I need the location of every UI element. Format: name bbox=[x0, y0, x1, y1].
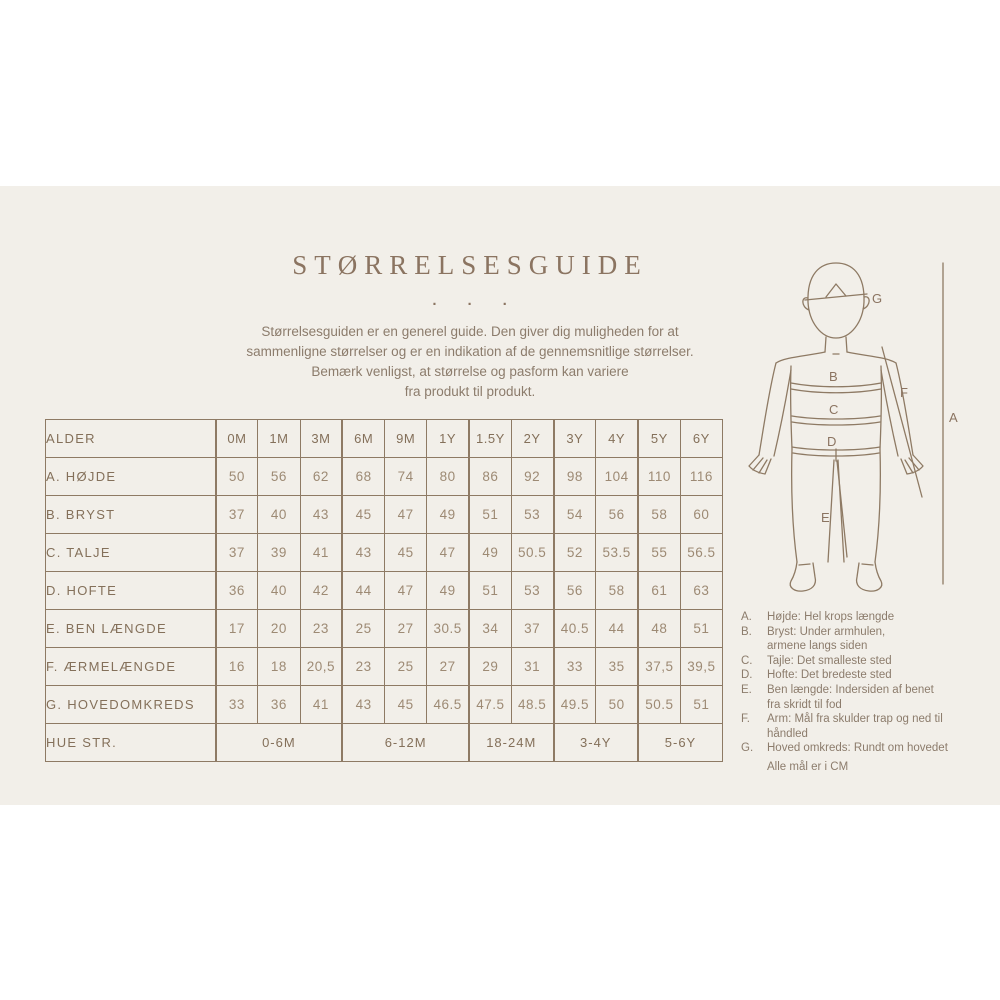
legend-text: Højde: Hel krops længde bbox=[767, 611, 895, 623]
size-value-cell: 20 bbox=[258, 610, 300, 648]
row-label-cell: HUE STR. bbox=[46, 724, 216, 762]
legend-key: F. bbox=[741, 713, 750, 726]
intro-text: Størrelsesguiden er en generel guide. Den giver dig muligheden for at sammenligne størrelser og er en indikation af de gennemsnitlige størrelser. Bemærk venligst, at størrelse og pasform kan variere fra produkt til produkt. bbox=[246, 324, 694, 399]
legend-text: Tajle: Det smalleste sted bbox=[767, 654, 892, 667]
size-value-cell: 60 bbox=[680, 496, 722, 534]
legend-key: C. bbox=[741, 654, 753, 667]
age-header-cell: 1M bbox=[258, 420, 300, 458]
measurements-unit-note: Alle mål er i CM bbox=[767, 761, 849, 773]
row-label-cell: D. HOFTE bbox=[46, 572, 216, 610]
size-value-cell: 41 bbox=[300, 534, 342, 572]
size-value-cell: 47 bbox=[385, 572, 427, 610]
size-value-cell: 44 bbox=[596, 610, 638, 648]
size-value-cell: 23 bbox=[300, 610, 342, 648]
size-value-cell: 47.5 bbox=[469, 686, 511, 724]
table-row bbox=[46, 534, 723, 572]
table-header-row bbox=[46, 420, 723, 458]
size-value-cell: 61 bbox=[638, 572, 680, 610]
size-value-cell: 50 bbox=[596, 686, 638, 724]
size-value-cell: 62 bbox=[300, 458, 342, 496]
legend-item bbox=[741, 625, 993, 654]
title-ornament-dots: · · · bbox=[432, 296, 521, 313]
row-label-cell: C. TALJE bbox=[46, 534, 216, 572]
size-value-cell: 39,5 bbox=[680, 648, 722, 686]
size-value-cell: 37,5 bbox=[638, 648, 680, 686]
figure-waist-band bbox=[792, 416, 880, 425]
figure-arm-measure-line bbox=[882, 347, 922, 497]
legend-key: G. bbox=[741, 742, 754, 755]
figure-chest-band bbox=[791, 383, 881, 393]
figure-hand-left bbox=[749, 455, 771, 474]
size-value-cell: 49 bbox=[469, 534, 511, 572]
size-value-cell: 25 bbox=[342, 610, 384, 648]
hue-group-cell: 5-6Y bbox=[638, 724, 723, 762]
figure-head bbox=[808, 263, 864, 338]
legend-text: Hofte: Det bredeste sted bbox=[767, 669, 892, 682]
size-value-cell: 20,5 bbox=[300, 648, 342, 686]
figure-legs bbox=[792, 449, 881, 562]
age-header-cell: 3Y bbox=[554, 420, 596, 458]
age-header-cell: 4Y bbox=[596, 420, 638, 458]
size-value-cell: 29 bbox=[469, 648, 511, 686]
size-value-cell: 104 bbox=[596, 458, 638, 496]
legend-item bbox=[741, 741, 993, 756]
size-value-cell: 53 bbox=[511, 572, 553, 610]
size-value-cell: 49.5 bbox=[554, 686, 596, 724]
age-header-cell: 0M bbox=[216, 420, 258, 458]
figure-arm-left bbox=[759, 363, 791, 456]
size-value-cell: 18 bbox=[258, 648, 300, 686]
size-value-cell: 43 bbox=[342, 686, 384, 724]
hue-group-cell: 18-24M bbox=[469, 724, 554, 762]
figure-foot-left bbox=[790, 562, 815, 591]
page-title: STØRRELSESGUIDE bbox=[292, 250, 648, 280]
row-label-cell: F. ÆRMELÆNGDE bbox=[46, 648, 216, 686]
size-value-cell: 49 bbox=[427, 572, 469, 610]
size-value-cell: 37 bbox=[511, 610, 553, 648]
legend-key: D. bbox=[741, 669, 753, 682]
figure-label-b: B bbox=[829, 369, 839, 384]
size-value-cell: 31 bbox=[511, 648, 553, 686]
legend-item bbox=[741, 668, 993, 683]
age-header-cell: 1Y bbox=[427, 420, 469, 458]
size-value-cell: 74 bbox=[385, 458, 427, 496]
size-value-cell: 52 bbox=[554, 534, 596, 572]
age-header-cell: 1.5Y bbox=[469, 420, 511, 458]
legend-key: B. bbox=[741, 625, 752, 638]
size-value-cell: 16 bbox=[216, 648, 258, 686]
size-value-cell: 92 bbox=[511, 458, 553, 496]
hue-group-cell: 3-4Y bbox=[554, 724, 639, 762]
size-value-cell: 53.5 bbox=[596, 534, 638, 572]
size-value-cell: 56.5 bbox=[680, 534, 722, 572]
size-value-cell: 58 bbox=[638, 496, 680, 534]
figure-label-d: D bbox=[827, 434, 838, 449]
size-value-cell: 39 bbox=[258, 534, 300, 572]
size-value-cell: 58 bbox=[596, 572, 638, 610]
size-value-cell: 48.5 bbox=[511, 686, 553, 724]
size-value-cell: 40 bbox=[258, 496, 300, 534]
size-value-cell: 49 bbox=[427, 496, 469, 534]
size-value-cell: 50.5 bbox=[638, 686, 680, 724]
size-value-cell: 40 bbox=[258, 572, 300, 610]
size-value-cell: 34 bbox=[469, 610, 511, 648]
figure-label-f: F bbox=[900, 385, 909, 400]
size-value-cell: 56 bbox=[258, 458, 300, 496]
legend-key: A. bbox=[741, 611, 752, 623]
legend-list bbox=[741, 610, 993, 756]
row-label-cell: B. BRYST bbox=[46, 496, 216, 534]
table-row bbox=[46, 686, 723, 724]
age-header-cell: 6M bbox=[342, 420, 384, 458]
size-value-cell: 43 bbox=[300, 496, 342, 534]
size-value-cell: 51 bbox=[469, 496, 511, 534]
age-header-cell: 6Y bbox=[680, 420, 722, 458]
age-header-cell: 2Y bbox=[511, 420, 553, 458]
figure-hair-peak bbox=[826, 284, 846, 297]
size-value-cell: 30.5 bbox=[427, 610, 469, 648]
figure-leg-measure-line bbox=[837, 461, 847, 557]
size-value-cell: 40.5 bbox=[554, 610, 596, 648]
row-label-cell: A. HØJDE bbox=[46, 458, 216, 496]
size-value-cell: 17 bbox=[216, 610, 258, 648]
size-value-cell: 45 bbox=[385, 534, 427, 572]
size-value-cell: 56 bbox=[554, 572, 596, 610]
row-label-cell: ALDER bbox=[46, 420, 216, 458]
figure-label-c: C bbox=[829, 402, 840, 417]
table-row bbox=[46, 610, 723, 648]
figure-arm-right bbox=[881, 363, 913, 456]
size-value-cell: 51 bbox=[680, 686, 722, 724]
row-label-cell: G. HOVEDOMKREDS bbox=[46, 686, 216, 724]
size-value-cell: 55 bbox=[638, 534, 680, 572]
legend-text: Arm: Mål fra skulder trap og ned til håndled bbox=[767, 713, 943, 740]
size-value-cell: 47 bbox=[427, 534, 469, 572]
size-value-cell: 42 bbox=[300, 572, 342, 610]
row-label-cell: E. BEN LÆNGDE bbox=[46, 610, 216, 648]
size-value-cell: 50 bbox=[216, 458, 258, 496]
legend-item bbox=[741, 712, 993, 741]
table-row bbox=[46, 572, 723, 610]
figure-head-measure-line bbox=[805, 294, 867, 300]
figure-neck bbox=[825, 337, 847, 352]
size-value-cell: 56 bbox=[596, 496, 638, 534]
size-value-cell: 98 bbox=[554, 458, 596, 496]
size-value-cell: 27 bbox=[427, 648, 469, 686]
size-value-cell: 25 bbox=[385, 648, 427, 686]
size-value-cell: 33 bbox=[554, 648, 596, 686]
body-diagram bbox=[745, 250, 975, 610]
size-value-cell: 86 bbox=[469, 458, 511, 496]
size-value-cell: 37 bbox=[216, 496, 258, 534]
legend-item bbox=[741, 654, 993, 669]
size-value-cell: 54 bbox=[554, 496, 596, 534]
size-value-cell: 44 bbox=[342, 572, 384, 610]
size-value-cell: 45 bbox=[385, 686, 427, 724]
table-row bbox=[46, 458, 723, 496]
size-value-cell: 53 bbox=[511, 496, 553, 534]
age-header-cell: 3M bbox=[300, 420, 342, 458]
size-value-cell: 48 bbox=[638, 610, 680, 648]
hue-size-row bbox=[46, 724, 723, 762]
table-row bbox=[46, 648, 723, 686]
legend-item bbox=[741, 610, 993, 625]
size-value-cell: 23 bbox=[342, 648, 384, 686]
age-header-cell: 9M bbox=[385, 420, 427, 458]
size-value-cell: 36 bbox=[258, 686, 300, 724]
legend-key: E. bbox=[741, 683, 752, 696]
size-value-cell: 50.5 bbox=[511, 534, 553, 572]
legend-text: Hoved omkreds: Rundt om hovedet bbox=[767, 742, 948, 755]
legend-text: Bryst: Under armhulen, armene langs siden bbox=[767, 625, 886, 653]
table-row bbox=[46, 496, 723, 534]
size-value-cell: 27 bbox=[385, 610, 427, 648]
size-value-cell: 80 bbox=[427, 458, 469, 496]
size-value-cell: 51 bbox=[469, 572, 511, 610]
size-value-cell: 43 bbox=[342, 534, 384, 572]
size-table bbox=[45, 419, 723, 762]
figure-label-a: A bbox=[949, 410, 959, 425]
age-header-cell: 5Y bbox=[638, 420, 680, 458]
size-value-cell: 36 bbox=[216, 572, 258, 610]
size-value-cell: 63 bbox=[680, 572, 722, 610]
size-value-cell: 46.5 bbox=[427, 686, 469, 724]
size-value-cell: 116 bbox=[680, 458, 722, 496]
size-value-cell: 51 bbox=[680, 610, 722, 648]
hue-group-cell: 0-6M bbox=[216, 724, 343, 762]
size-value-cell: 45 bbox=[342, 496, 384, 534]
figure-foot-right bbox=[857, 562, 882, 591]
size-value-cell: 47 bbox=[385, 496, 427, 534]
size-value-cell: 110 bbox=[638, 458, 680, 496]
legend-item bbox=[741, 683, 993, 712]
size-value-cell: 37 bbox=[216, 534, 258, 572]
legend-text: Ben længde: Indersiden af benet fra skridt til fod bbox=[767, 683, 934, 711]
hue-group-cell: 6-12M bbox=[342, 724, 469, 762]
figure-label-g: G bbox=[872, 291, 884, 306]
size-value-cell: 33 bbox=[216, 686, 258, 724]
size-value-cell: 41 bbox=[300, 686, 342, 724]
figure-label-e: E bbox=[821, 510, 831, 525]
size-value-cell: 68 bbox=[342, 458, 384, 496]
size-value-cell: 35 bbox=[596, 648, 638, 686]
